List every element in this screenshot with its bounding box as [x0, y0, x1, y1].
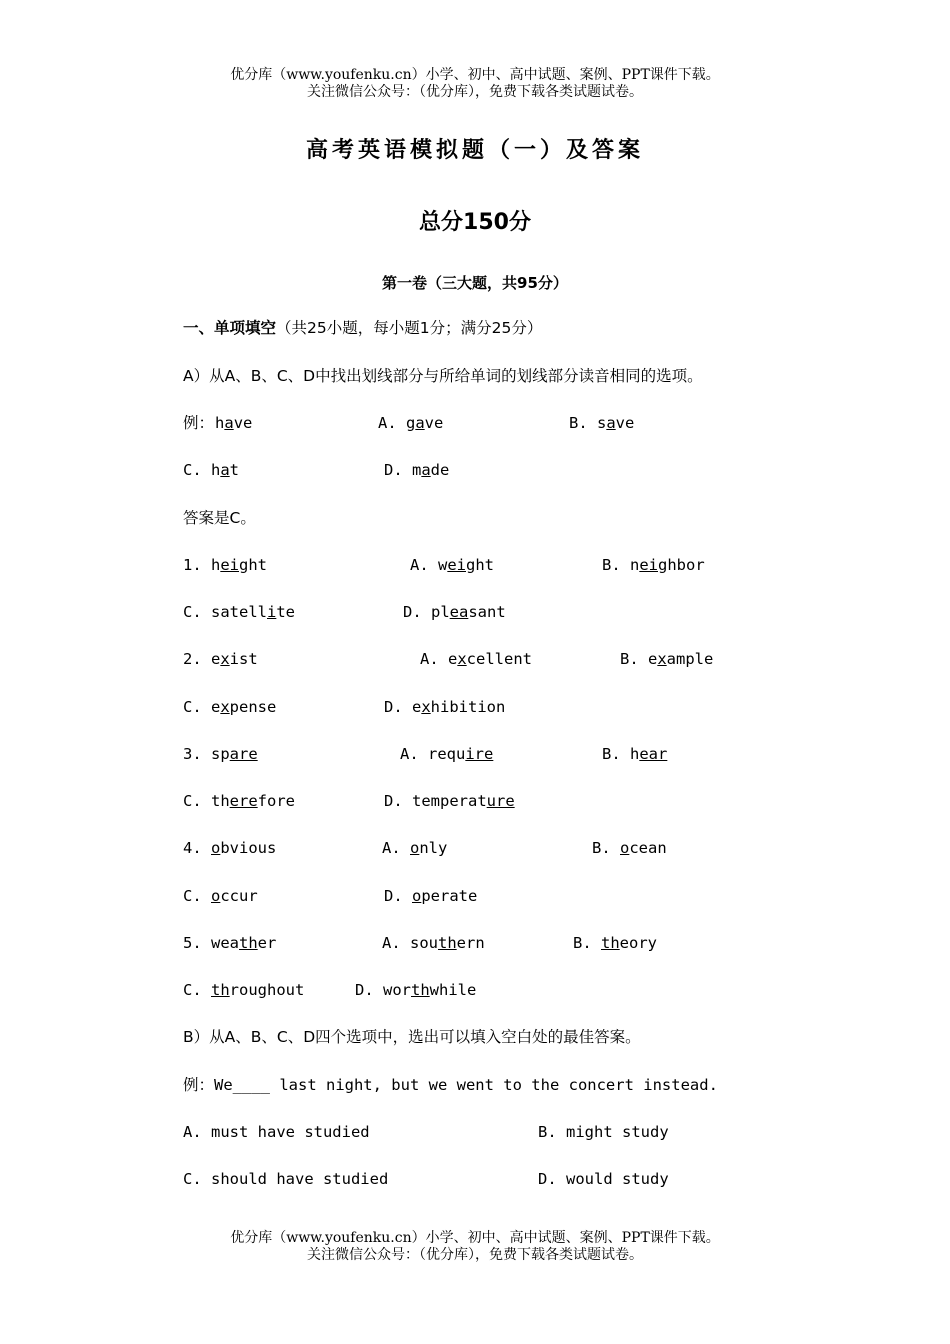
option-b: B. hear: [602, 745, 668, 763]
option-d: D. would study: [538, 1170, 669, 1188]
option-b: B. example: [620, 650, 714, 668]
footer-line-2: 关注微信公众号：（优分库），免费下载各类试题试卷。: [307, 1247, 643, 1263]
option-d: D. temperature: [384, 792, 515, 810]
option-a: A. require: [400, 745, 494, 763]
total-score: 总分150分: [419, 210, 531, 235]
header-line-2: 关注微信公众号：（优分库），免费下载各类试题试卷。: [307, 84, 643, 100]
option-a: A. only: [382, 839, 448, 857]
option-b: B. ocean: [592, 839, 667, 857]
option-a: A. must have studied: [183, 1123, 370, 1141]
option-a: A. gave: [378, 414, 444, 432]
option-d: D. worthwhile: [355, 981, 477, 999]
page-header: [0, 67, 950, 101]
part-a-instruction: A）从A、B、C、D中找出划线部分与所给单词的划线部分读音相同的选项。: [183, 367, 703, 385]
option-b: B. theory: [573, 934, 657, 952]
section-title: 一、单项填空: [183, 319, 277, 337]
example-answer: 答案是C。: [183, 509, 256, 527]
option-a: A. southern: [382, 934, 485, 952]
header-line-1: 优分库（www.youfenku.cn）小学、初中、高中试题、案例、PPT课件下载。: [230, 67, 720, 83]
example-word: have: [215, 414, 253, 432]
option-d: D. operate: [384, 887, 478, 905]
part-b-instruction: B）从A、B、C、D四个选项中，选出可以填入空白处的最佳答案。: [183, 1028, 641, 1046]
document-title: 高考英语模拟题（一）及答案: [305, 137, 644, 163]
option-c: C. therefore: [183, 792, 295, 810]
option-c: C. satellite: [183, 603, 296, 621]
question-word: 4. obvious: [183, 839, 277, 857]
option-a: A. excellent: [420, 650, 532, 668]
option-b: B. might study: [538, 1123, 669, 1141]
section-detail: （共25小题，每小题1分；满分25分）: [276, 319, 543, 337]
option-c: C. occur: [183, 887, 258, 905]
part-b-example: 例：We____ last night, but we went to the concert instead.: [183, 1076, 718, 1094]
question-word: 3. spare: [183, 745, 258, 763]
option-b: B. neighbor: [602, 556, 705, 574]
option-d: D. pleasant: [403, 603, 506, 621]
footer-line-1: 优分库（www.youfenku.cn）小学、初中、高中试题、案例、PPT课件下载。: [230, 1230, 720, 1246]
question-word: 2. exist: [183, 650, 258, 668]
option-c: C. expense: [183, 698, 277, 716]
question-word: 5. weather: [183, 934, 277, 952]
option-d: D. made: [384, 461, 450, 479]
option-d: D. exhibition: [384, 698, 506, 716]
option-b: B. save: [569, 414, 635, 432]
example-label: 例：: [183, 414, 215, 432]
option-c: C. hat: [183, 461, 240, 479]
option-a: A. weight: [410, 556, 494, 574]
page-footer: [0, 1230, 950, 1264]
option-c: C. should have studied: [183, 1170, 389, 1188]
section-heading: [183, 318, 542, 338]
option-c: C. throughout: [183, 981, 305, 999]
volume-heading: 第一卷（三大题，共95分）: [382, 274, 568, 292]
question-word: 1. height: [183, 556, 267, 574]
